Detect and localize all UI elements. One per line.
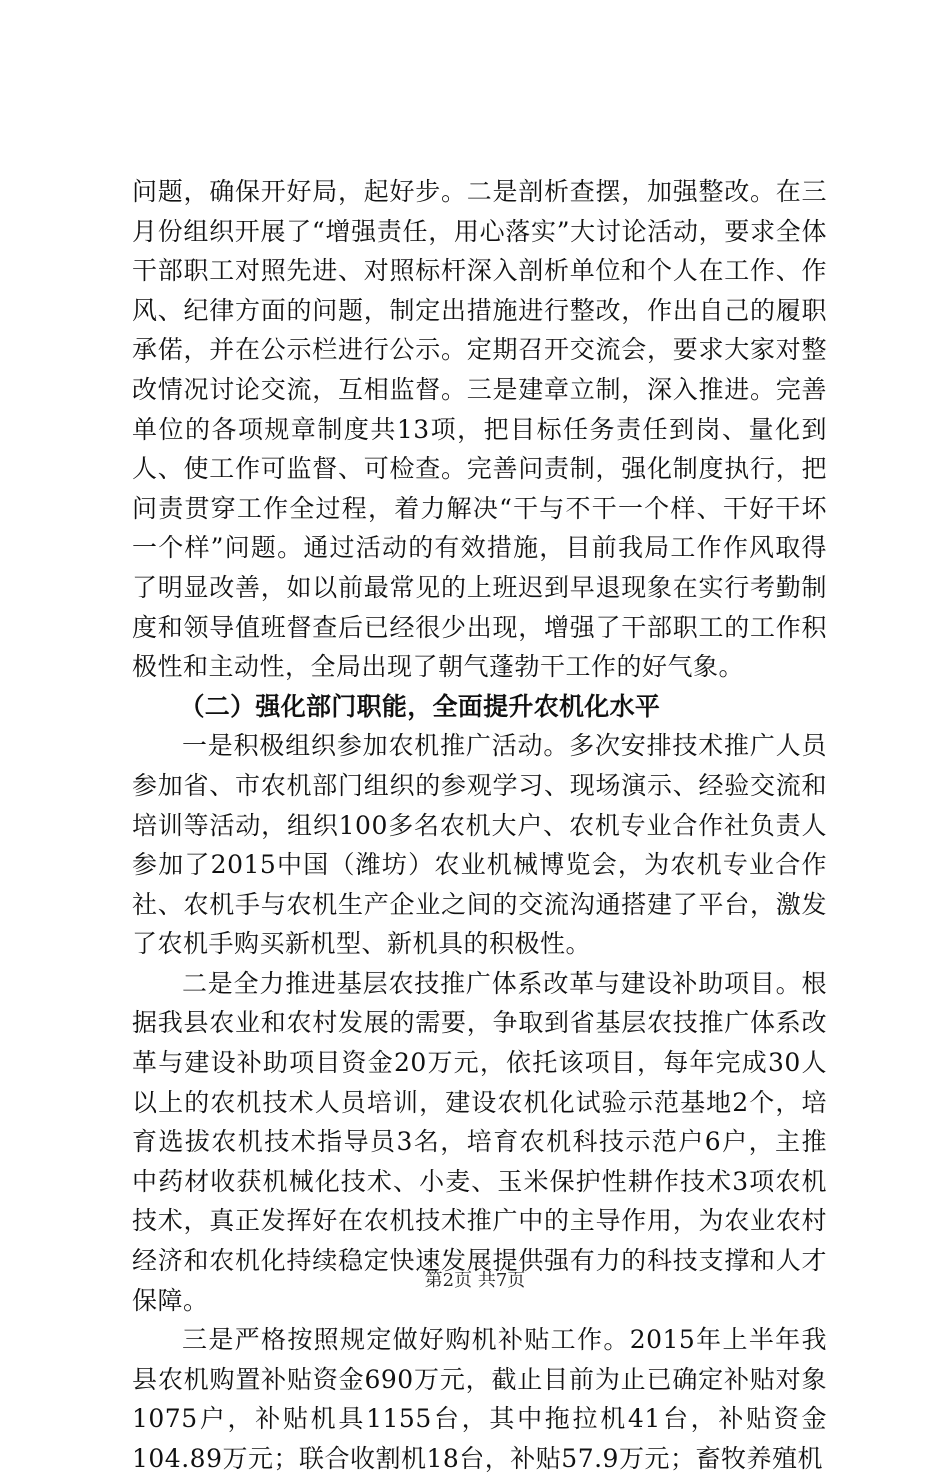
section-heading: （二）强化部门职能，全面提升农机化水平 [179,691,661,721]
paragraph-promotion: 一是积极组织参加农机推广活动。多次安排技术推广人员参加省、市农机部门组织的参观学习、现场演示、经验交流和培训等活动，组织100多名农机大户、农机专业合作社负责人参加了2015中国（潍坊）农业机械博览会，为农机专业合作社、农机手与农机生产企业之间的交流沟通搭建了平台，激发了农机手购买新机型、新机具的积极性。 [132,731,827,959]
paragraph-continuation: 问题，确保开好局，起好步。二是剖析查摆，加强整改。在三月份组织开展了“增强责任，用心落实”大讨论活动，要求全体干部职工对照先进、对照标杆深入剖析单位和个人在工作、作风、纪律方面的问题，制定出措施进行整改，作出自己的履职承偌，并在公示栏进行公示。定期召开交流会，要求大家对整改情况讨论交流，互相监督。三是建章立制，深入推进。完善单位的各项规章制度共13项，把目标任务责任到岗、量化到人、使工作可监督、可检查。完善问责制，强化制度执行，把问责贯穿工作全过程，着力解决“干与不干一个样、干好干坏一个样”问题。通过活动的有效措施，目前我局工作作风取得了明显改善，如以前最常见的上班迟到早退现象在实行考勤制度和领导值班督查后已经很少出现，增强了干部职工的工作积极性和主动性，全局出现了朝气蓬勃干工作的好气象。 [132,177,827,682]
paragraph-reform: 二是全力推进基层农技推广体系改革与建设补助项目。根据我县农业和农村发展的需要，争取到省基层农技推广体系改革与建设补助项目资金20万元，依托该项目，每年完成30人以上的农机技术人员培训，建设农机化试验示范基地2个，培育选拔农机技术指导员3名，培育农机科技示范户6户，主推中药材收获机械化技术、小麦、玉米保护性耕作技术3项农机技术，真正发挥好在农机技术推广中的主导作用，为农业农村经济和农机化持续稳定快速发展提供强有力的科技支撑和人才保障。 [132,968,827,1315]
page-footer: 第2页 共7页 [424,1270,526,1291]
paragraph-subsidy: 三是严格按照规定做好购机补贴工作。2015年上半年我县农机购置补贴资金690万元，截止目前为止已确定补贴对象1075户，补贴机具1155台，其中拖拉机41台，补贴资金104.89万元；联合收割机18台，补贴57.9万元；畜牧养殖机 [132,1325,827,1473]
